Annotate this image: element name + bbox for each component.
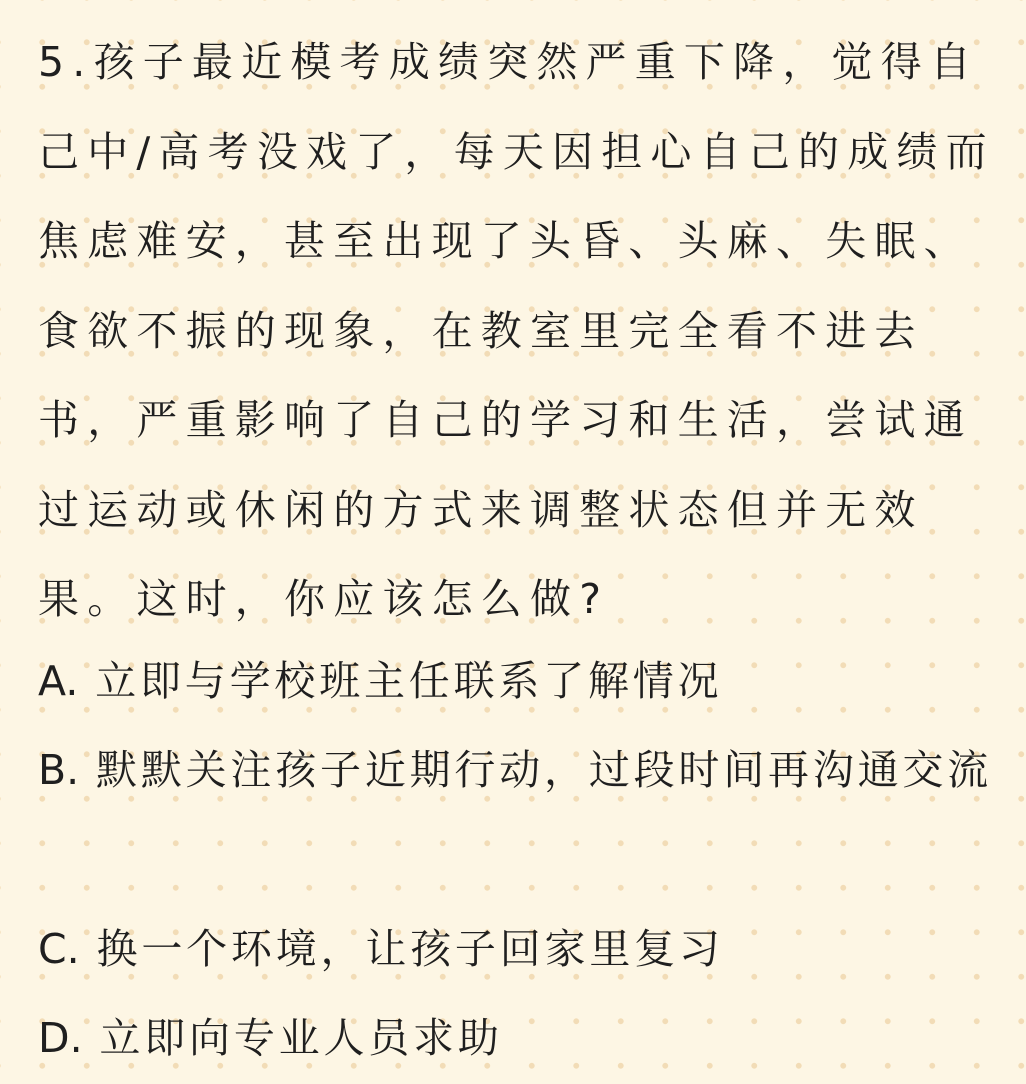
option-c-text: 换一个环境，让孩子回家里复习	[96, 925, 724, 973]
option-a-text: 立即与学校班主任联系了解情况	[95, 657, 723, 705]
option-d-text: 立即向专业人员求助	[99, 1014, 503, 1062]
option-b-text: 默默关注孩子近期行动，过段时间再沟通交流	[96, 746, 993, 794]
option-b	[38, 726, 998, 816]
option-c-letter: C.	[38, 925, 80, 973]
option-c	[38, 905, 998, 995]
option-a	[38, 637, 998, 727]
option-d-letter: D.	[38, 1014, 83, 1062]
option-d	[38, 994, 998, 1084]
question-text: 5.孩子最近模考成绩突然严重下降，觉得自己中/高考没戏了，每天因担心自己的成绩而焦虑难安，甚至出现了头昏、头麻、失眠、食欲不振的现象，在教室里完全看不进去书，严重影响了自己的学习和生活，尝试通过运动或休闲的方式来调整状态但并无效果。这时，你应该怎么做?	[38, 38, 995, 623]
option-a-letter: A.	[38, 657, 79, 705]
option-b-letter: B.	[38, 746, 80, 794]
